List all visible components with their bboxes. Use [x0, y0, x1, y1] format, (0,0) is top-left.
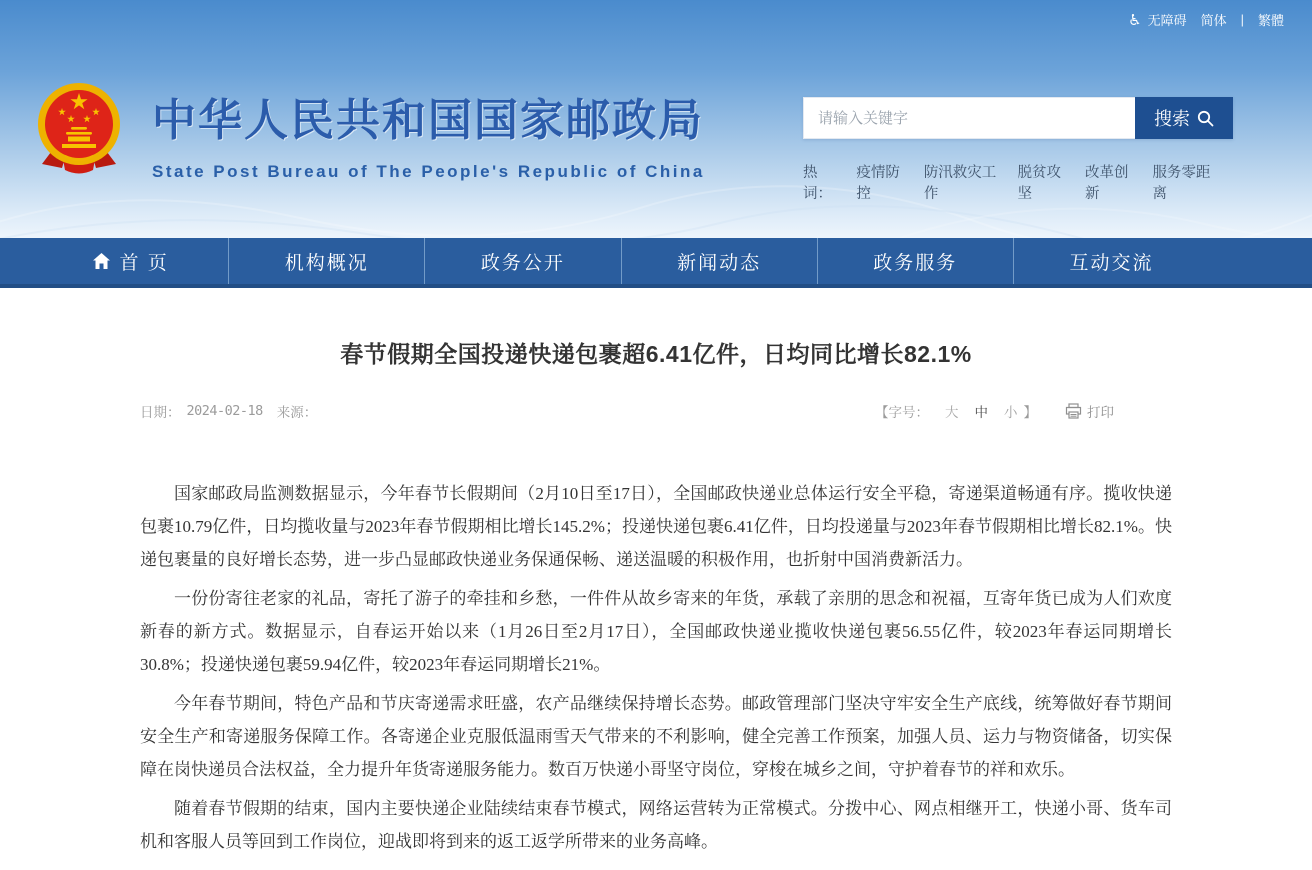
- nav-item-government-disclosure[interactable]: [424, 238, 620, 284]
- nav-item-label: 新闻动态: [677, 252, 762, 274]
- font-size-control: [875, 401, 1037, 421]
- accessibility-icon: ♿: [1128, 11, 1142, 29]
- hotwords-label: 热词：: [803, 165, 832, 202]
- date-label: 日期：: [140, 405, 181, 420]
- search-icon: [1197, 110, 1214, 127]
- hotword-flood-relief[interactable]: 防汛救灾工作: [923, 165, 997, 202]
- search-input[interactable]: [803, 97, 1135, 139]
- home-icon: [92, 252, 111, 270]
- traditional-chinese-link[interactable]: 繁體: [1257, 13, 1284, 28]
- article-paragraph: 一份份寄往老家的礼品，寄托了游子的牵挂和乡愁，一件件从故乡寄来的年货，承载了亲朋的思念和祝福，互寄年货已成为人们欢度新春的新方式。数据显示，自春运开始以来（1月26日至2月17日），全国邮政快递业揽收快递包裹56.55亿件，较2023年春运同期增长30.8%；投递快递包裹59.94亿件，较2023年春运同期增长21%。: [140, 589, 1172, 674]
- hotwords-bar: [803, 161, 1233, 203]
- article-meta-left: [140, 401, 317, 421]
- simplified-chinese-link[interactable]: 简体: [1200, 13, 1227, 28]
- nav-inner: [33, 238, 1209, 284]
- article-paragraph: 随着春节假期的结束，国内主要快递企业陆续结束春节模式，网络运营转为正常模式。分拨中心、网点相继开工，快递小哥、货车司机和客服人员等回到工作岗位，迎战即将到来的返工返学所带来的业务高峰。: [140, 799, 1172, 851]
- nav-item-organization[interactable]: [228, 238, 424, 284]
- article-body: [140, 477, 1172, 858]
- nav-item-news[interactable]: [621, 238, 817, 284]
- topbar: [1128, 10, 1284, 29]
- brand-text: [152, 82, 705, 182]
- site-title: 中华人民共和国国家邮政局: [152, 96, 704, 145]
- nav-item-government-services[interactable]: [817, 238, 1013, 284]
- hotword-reform-innovation[interactable]: 改革创新: [1084, 165, 1129, 202]
- article-title: 春节假期全国投递快递包裹超6.41亿件，日均同比增长82.1%: [340, 341, 972, 367]
- article-meta-right: [875, 401, 1172, 421]
- nav-item-label: 互动交流: [1069, 252, 1154, 274]
- nav-item-label: 机构概况: [284, 252, 369, 274]
- font-size-medium-button[interactable]: 中: [974, 405, 988, 420]
- article-content: [140, 336, 1172, 858]
- site-brand: [34, 82, 705, 182]
- source-label: 来源：: [276, 405, 318, 420]
- nav-item-interaction[interactable]: [1013, 238, 1209, 284]
- print-button[interactable]: [1065, 401, 1114, 421]
- nav-item-label: 首 页: [119, 252, 169, 274]
- article-paragraph: 国家邮政局监测数据显示，今年春节长假期间（2月10日至17日），全国邮政快递业总体运行安全平稳，寄递渠道畅通有序。揽收快递包裹10.79亿件，日均揽收量与2023年春节假期相比增长145.2%；投递快递包裹6.41亿件，日均投递量与2023年春节假期相比增长82.1%。快递包裹量的良好增长态势，进一步凸显邮政快递业务保通保畅、递送温暖的积极作用，也折射中国消费新活力。: [140, 484, 1172, 569]
- site-subtitle-english: State Post Bureau of The People's Republic of China: [152, 162, 705, 181]
- font-size-suffix: 】: [1023, 405, 1037, 420]
- hotword-zero-distance-service[interactable]: 服务零距离: [1152, 165, 1211, 202]
- print-label: 打印: [1087, 405, 1114, 420]
- hotword-poverty-alleviation[interactable]: 脱贫攻坚: [1017, 165, 1061, 202]
- font-size-prefix: 【字号：: [875, 405, 929, 420]
- search-button[interactable]: [1135, 97, 1233, 139]
- site-header: [0, 0, 1312, 238]
- article-meta-row: [140, 401, 1172, 421]
- hotword-epidemic-prevention[interactable]: 疫情防控: [856, 165, 900, 202]
- font-size-large-button[interactable]: 大: [945, 405, 959, 420]
- nav-item-label: 政务公开: [480, 252, 565, 274]
- font-size-small-button[interactable]: 小: [1004, 405, 1018, 420]
- search-box: [803, 97, 1233, 139]
- printer-icon: [1065, 403, 1082, 419]
- search-button-label: 搜索: [1154, 109, 1190, 129]
- accessibility-link[interactable]: 无障碍: [1147, 13, 1187, 28]
- nav-item-label: 政务服务: [873, 252, 958, 274]
- article-date: 2024-02-18: [186, 403, 263, 419]
- main-navigation: [0, 238, 1312, 288]
- article-paragraph: 今年春节期间，特色产品和节庆寄递需求旺盛，农产品继续保持增长态势。邮政管理部门坚决守牢安全生产底线，统筹做好春节期间安全生产和寄递服务保障工作。各寄递企业克服低温雨雪天气带来的不利影响，健全完善工作预案，加强人员、运力与物资储备，切实保障在岗快递员合法权益，全力提升年货寄递服务能力。数百万快递小哥坚守岗位，穿梭在城乡之间，守护着春节的祥和欢乐。: [140, 694, 1172, 779]
- topbar-separator: |: [1240, 12, 1244, 27]
- nav-item-home[interactable]: [33, 238, 228, 284]
- national-emblem-logo: [34, 82, 124, 178]
- search-area: [803, 97, 1233, 203]
